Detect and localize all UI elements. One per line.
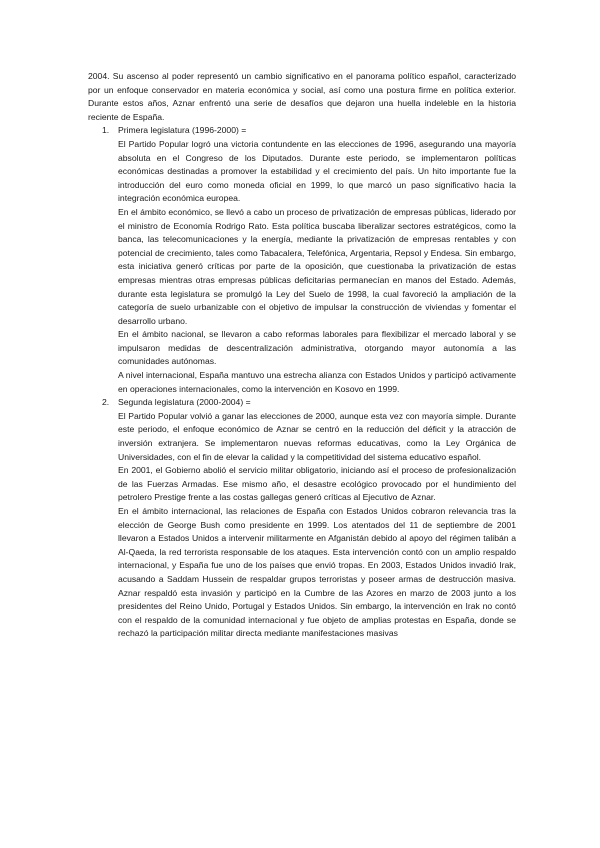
paragraph: El Partido Popular logró una victoria contundente en las elecciones de 1996, asegurando una mayoría absoluta en el Congreso de los Diputados. Durante este periodo, se implementaron políticas económicas destinadas a promover la estabilidad y el crecimiento del país. Un hito importante fue la introducción del euro como moneda oficial en 1999, lo que marcó un paso significativo hacia la integración económica europea.: [118, 138, 516, 204]
list-item-first-legislature: [88, 124, 516, 396]
paragraph: A nivel internacional, España mantuvo una estrecha alianza con Estados Unidos y participó activamente en operaciones internacionales, como la intervención en Kosovo en 1999.: [118, 370, 516, 394]
paragraph: En el ámbito nacional, se llevaron a cabo reformas laborales para flexibilizar el mercado laboral y se impulsaron medidas de descentralización administrativa, otorgando mayor autonomía a las comunidades autónomas.: [118, 329, 516, 367]
section-title: Segunda legislatura (2000-2004) =: [118, 397, 251, 408]
paragraph: En el ámbito económico, se llevó a cabo un proceso de privatización de empresas públicas, liderado por el ministro de Economía Rodrigo Rato. Esta política buscaba liberalizar sectores estratégicos, como la banca, las telecomunicaciones y la energía, mediante la privatización de empresas rentables y con potencial de crecimiento, tales como Tabacalera, Telefónica, Argentaria, Repsol y Endesa. Sin embargo, esta iniciativa generó críticas por parte de la oposición, que cuestionaba la privatización de estas empresas mientras otras empresas públicas deficitarias permanecían en manos del Estado. Además, durante esta legislatura se promulgó la Ley del Suelo de 1998, la cual favoreció la ampliación de la categoría de suelo urbanizable con el objetivo de impulsar la construcción de viviendas y fomentar el desarrollo urbano.: [118, 206, 516, 326]
intro-paragraph: 2004. Su ascenso al poder representó un cambio significativo en el panorama político español, caracterizado por un enfoque conservador en materia económica y social, así como una postura firme en política exterior. Durante estos años, Aznar enfrentó una serie de desafíos que dejaron una huella indeleble en la historia reciente de España.: [88, 71, 516, 122]
section-title: Primera legislatura (1996-2000) =: [118, 125, 247, 136]
paragraph: En el ámbito internacional, las relaciones de España con Estados Unidos cobraron relevancia tras la elección de George Bush como presidente en 1999. Los atentados del 11 de septiembre de 2001 llevaron a Estados Unidos a intervenir militarmente en Afganistán debido al apoyo del régimen talibán a Al-Qaeda, la red terrorista responsable de los ataques. Esta intervención contó con un amplio respaldo internacional, y España fue uno de los países que envió tropas. En 2003, Estados Unidos invadió Irak, acusando a Saddam Hussein de respaldar grupos terroristas y poseer armas de destrucción masiva. Aznar respaldó esta invasión y participó en la Cumbre de las Azores en marzo de 2003 junto a los presidentes del Reino Unido, Portugal y Estados Unidos. Sin embargo, la intervención en Irak no contó con el respaldo de la comunidad internacional y fue objeto de amplias protestas en España, donde se rechazó la participación militar directa mediante manifestaciones masivas: [118, 506, 516, 639]
list-number: 2.: [102, 397, 110, 408]
document-body: [88, 70, 516, 641]
list-item-second-legislature: [88, 396, 516, 641]
paragraph: El Partido Popular volvió a ganar las elecciones de 2000, aunque esta vez con mayoría simple. Durante este periodo, el enfoque económico de Aznar se centró en la reducción del déficit y la atracción de inversión extranjera. Se implementaron nuevas reformas educativas, como la Ley Orgánica de Universidades, con el fin de elevar la calidad y la competitividad del sistema educativo español.: [118, 410, 516, 462]
list-number: 1.: [102, 125, 110, 136]
paragraph: En 2001, el Gobierno abolió el servicio militar obligatorio, iniciando así el proceso de profesionalización de las Fuerzas Armadas. Ese mismo año, el desastre ecológico provocado por el hundimiento del petrolero Prestige frente a las costas gallegas generó críticas al Ejecutivo de Aznar.: [118, 465, 516, 503]
